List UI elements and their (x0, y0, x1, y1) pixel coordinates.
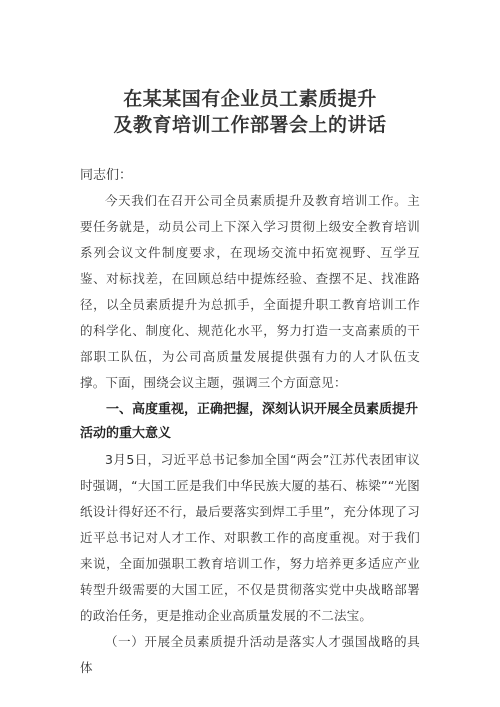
body-paragraph-3: （一）开展全员素质提升活动是落实人才强国战略的具体 (80, 634, 420, 675)
title-spacer (80, 138, 420, 164)
section-heading-1: 一、高度重视，正确把握，深刻认识开展全员素质提升活动的重大意义 (80, 402, 419, 441)
body-paragraph-1: 今天我们在召开公司全员素质提升及教育培训工作。主要任务就是，动员公司上下深入学习贯彻上级安全教育培训系列会议文件制度要求，在现场交流中拓宽视野、互学互鉴、对标找差，在回顾总结中提炼经验、查摆不足、找准路径，以全员素质提升为总抓手，全面提升职工教育培训工作的科学化、制度化、规范化水平，努力打造一支高素质的干部职工队伍，为公司高质量发展提供强有力的人才队伍支撑。下面，围绕会议主题，强调三个方面意见： (80, 193, 420, 390)
salutation: 同志们： (80, 168, 133, 183)
document-title-line-1: 在某某国有企业员工素质提升 (123, 88, 377, 110)
body-paragraph-2: 3月5日，习近平总书记参加全国“两会”江苏代表团审议时强调，“大国工匠是我们中华民族大厦的基石、栋梁”“光图纸设计得好还不行，最后要落实到焊工手里”，充分体现了习近平总书记对人才工作、对职教工作的高度重视。对于我们来说，全面加强职工教育培训工作，努力培养更多适应产业转型升级需要的大国工匠，不仅是贯彻落实党中央战略部署的政治任务，更是推动企业高质量发展的不二法宝。 (80, 452, 420, 623)
document-title-line-2: 及教育培训工作部署会上的讲话 (113, 114, 387, 136)
